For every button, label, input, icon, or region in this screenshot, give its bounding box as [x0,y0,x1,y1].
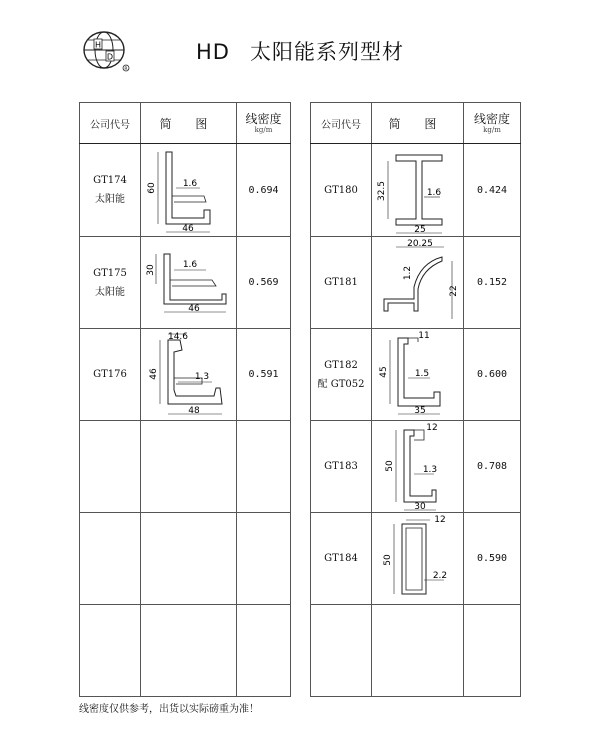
profile-code-text: GT175 [93,267,127,279]
registered-mark-icon: R [124,67,128,72]
dim-thickness: 1.2 [402,265,413,280]
profile-drawing [141,144,237,237]
dim-width: 35 [413,405,426,416]
dim-width: 12 [433,514,446,525]
profile-density: 0.569 [237,237,291,329]
col-code-header: 公司代号 [80,103,141,144]
left-profile-table [79,102,291,697]
table-row [80,237,291,329]
dim-flange: 14.6 [167,331,188,342]
profile-density: 0.708 [464,421,521,513]
title-text: 太阳能系列型材 [249,40,404,64]
footer-note: 线密度仅供参考，出货以实际磅重为准！ [79,704,259,715]
profile-note-text: 太阳能 [95,194,125,205]
density-label: 线密度 [245,112,282,126]
profile-drawing [141,513,237,605]
profile-density: 0.600 [464,329,521,421]
profile-density: 0.694 [237,144,291,237]
profile-code-text: GT182 [324,359,358,371]
col-density-header [464,103,521,144]
dim-width: 20.25 [406,238,433,249]
profile-code [80,605,141,697]
right-profile-table [310,102,521,697]
profile-gt180-drawing [374,145,462,235]
col-figure-header: 简 图 [372,103,464,144]
page-title [0,36,600,66]
profile-density [237,513,291,605]
profile-drawing [372,605,464,697]
profile-code [311,513,372,605]
logo-letter-d: D [106,52,114,62]
profile-gt175-drawing [144,250,234,316]
table-row [80,329,291,421]
profile-code [311,421,372,513]
profile-code-text: GT174 [93,175,127,186]
profile-drawing [372,421,464,513]
dim-height: 50 [384,459,395,472]
profile-density: 0.590 [464,513,521,605]
col-figure-header: 简 图 [141,103,237,144]
profile-note-text: 配 GT052 [317,378,365,390]
profile-density: 0.152 [464,237,521,329]
title-code: HD [196,40,230,64]
profile-drawing [141,237,237,329]
profile-code [80,513,141,605]
dim-width: 48 [187,405,200,416]
profile-code [311,329,372,421]
table-row [311,144,521,237]
table-row [80,421,291,513]
dim-height: 30 [145,263,156,276]
profile-code [311,605,372,697]
profile-gt182-drawing [374,330,462,420]
profile-drawing [141,605,237,697]
profile-code-text: GT180 [324,184,358,196]
profile-code [80,421,141,513]
dim-thickness: 1.5 [414,368,429,379]
table-row [80,513,291,605]
profile-code [80,237,141,329]
profile-code-text: GT184 [324,553,358,564]
profile-code [80,329,141,421]
profile-density [237,421,291,513]
profile-drawing [141,329,237,421]
table-row [311,237,521,329]
profile-code-text: GT183 [324,461,358,472]
profile-code [311,237,372,329]
density-unit: kg/m [483,126,501,134]
col-density-header [237,103,291,144]
profile-density: 0.591 [237,329,291,421]
profile-drawing [372,237,464,329]
profile-gt176-drawing [144,330,234,420]
left-table-header [80,103,291,144]
profile-code-text: GT176 [93,369,127,380]
dim-flange: 12 [425,422,438,433]
profile-gt184-drawing [374,514,462,604]
profile-density [464,605,521,697]
dim-flange: 11 [417,330,430,341]
table-row [80,144,291,237]
col-code-header: 公司代号 [311,103,372,144]
profile-code [80,144,141,237]
dim-width: 46 [187,303,200,314]
dim-width: 30 [413,501,426,512]
density-unit: kg/m [254,126,273,134]
dim-width: 46 [181,224,194,234]
right-table-header [311,103,521,144]
dim-thickness: 1.3 [194,371,209,382]
profile-gt174-drawing [144,146,234,234]
density-label: 线密度 [473,112,510,126]
profile-note-text: 太阳能 [95,286,125,298]
dim-height: 46 [148,367,159,380]
table-row [311,421,521,513]
dim-height: 32.5 [376,180,387,202]
profile-drawing [372,144,464,237]
dim-thickness: 2.2 [432,570,447,581]
dim-height: 60 [146,182,157,194]
profile-drawing [372,329,464,421]
profile-gt181-drawing [374,239,462,327]
profile-density: 0.424 [464,144,521,237]
profile-code-text: GT181 [324,277,358,288]
profile-gt183-drawing [374,422,462,512]
dim-thickness: 1.6 [426,188,441,198]
table-row [311,605,521,697]
dim-thickness: 1.6 [182,179,197,189]
profile-drawing [372,513,464,605]
dim-thickness: 1.3 [422,464,437,475]
profile-density [237,605,291,697]
logo-letter-h: H [94,40,102,50]
table-row [311,513,521,605]
dim-height: 22 [448,284,459,297]
profile-drawing [141,421,237,513]
dim-height: 50 [382,553,393,566]
profile-code [311,144,372,237]
table-row [311,329,521,421]
dim-thickness: 1.6 [182,259,197,270]
table-row [80,605,291,697]
dim-height: 45 [378,365,389,378]
dim-width: 25 [413,225,426,235]
